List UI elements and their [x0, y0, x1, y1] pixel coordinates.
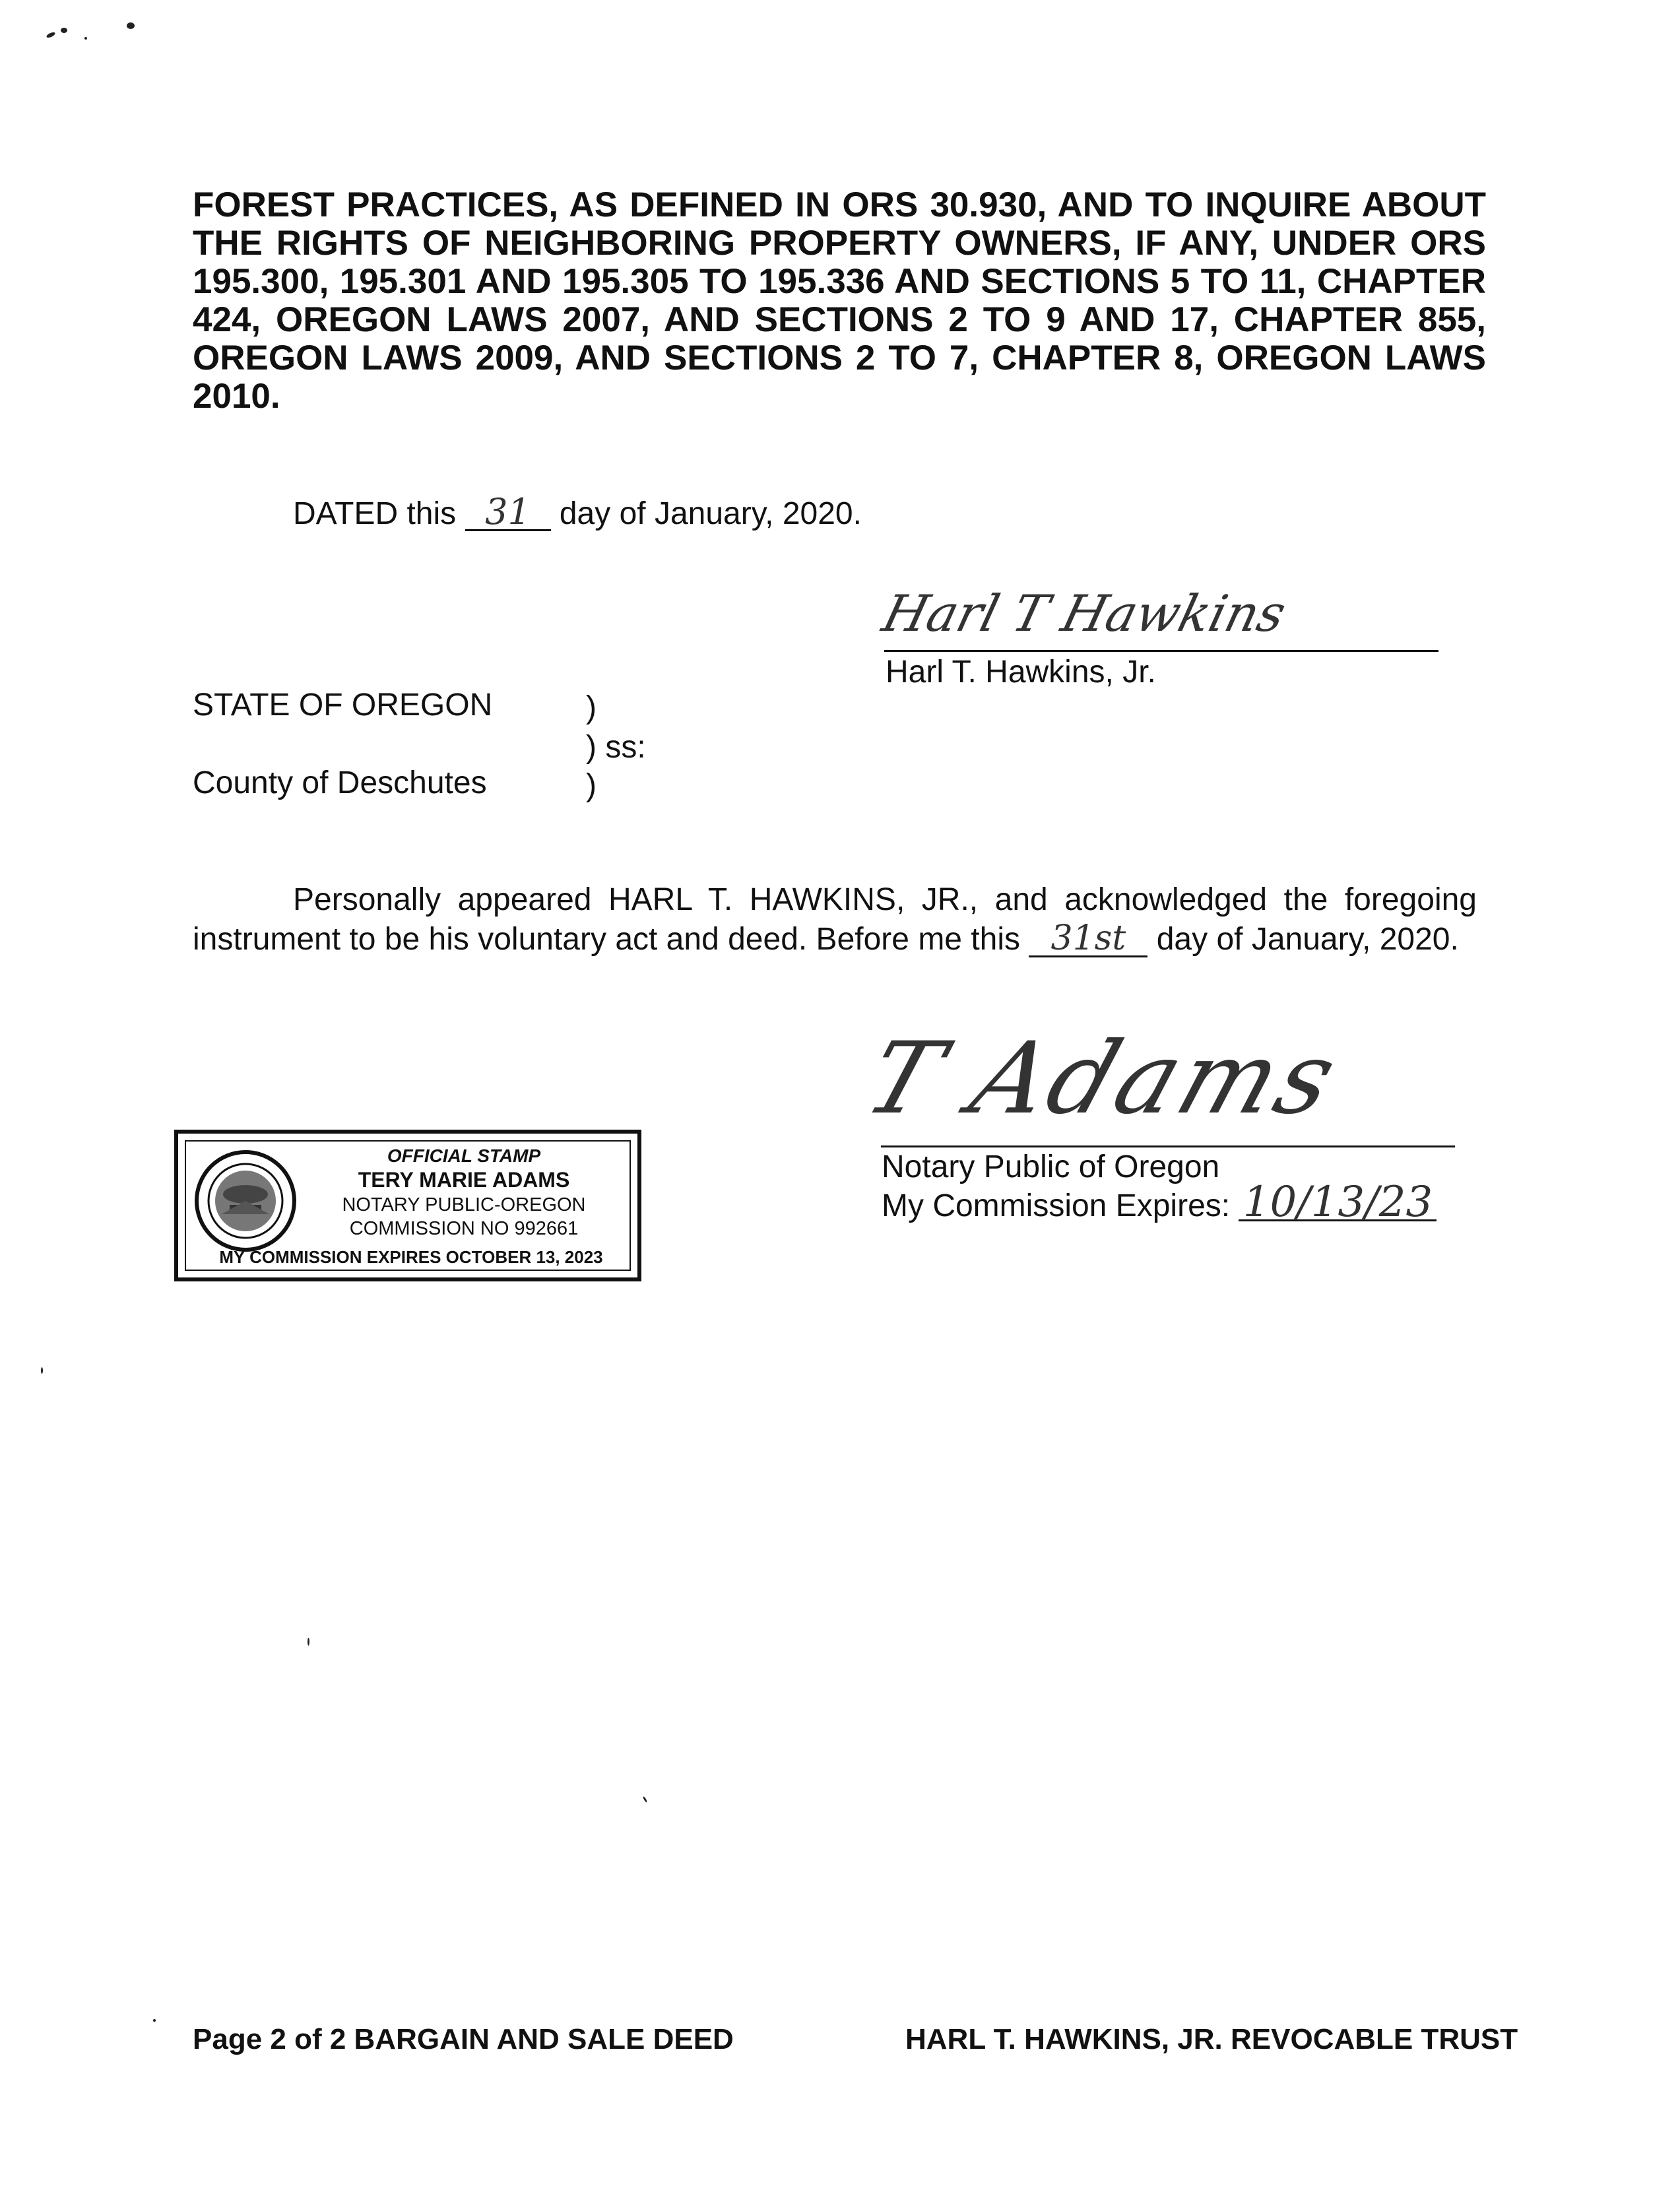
venue-county: County of Deschutes [193, 765, 487, 800]
scan-speck [643, 1796, 648, 1803]
notary-expires-handwritten: 10/13/23 [1239, 1185, 1437, 1221]
stamp-title: OFFICIAL STAMP [387, 1145, 541, 1166]
notary-stamp [174, 1130, 641, 1281]
acknowledgment-date: day of January, 2020. [1156, 922, 1459, 957]
legal-paragraph: FOREST PRACTICES, AS DEFINED IN ORS 30.930, AND TO INQUIRE ABOUT THE RIGHTS OF NEIGHBORING PROPERTY OWNERS, IF ANY, UNDER ORS 195.300, 195.301 AND 195.305 TO 195.336 AND SECTIONS 5 TO 11, CHAPTER 424, OREGON LAWS 2007, AND SECTIONS 2 TO 9 AND 17, CHAPTER 855, OREGON LAWS 2009, AND SECTIONS 2 TO 7, CHAPTER 8, OREGON LAWS 2010. [193, 185, 1486, 416]
scan-speck [41, 1367, 43, 1374]
stamp-notary-name: TERY MARIE ADAMS [358, 1168, 570, 1192]
grantor-signature: Harl T Hawkins [877, 584, 1292, 643]
stamp-expiry: MY COMMISSION EXPIRES OCTOBER 13, 2023 [219, 1247, 603, 1267]
acknowledgment-day-handwritten: 31st [1029, 921, 1147, 957]
notary-signature: T Adams [852, 1021, 1353, 1136]
dated-line [293, 491, 862, 533]
dated-prefix: DATED this [293, 496, 457, 531]
venue-paren-top: ) [586, 690, 597, 725]
scan-speck [46, 31, 55, 38]
scan-speck [84, 37, 87, 40]
venue-paren-ss: ) ss: [586, 730, 646, 765]
grantor-printed-name: Harl T. Hawkins, Jr. [886, 655, 1156, 690]
stamp-commission-no: COMMISSION NO 992661 [349, 1218, 579, 1239]
venue-state: STATE OF OREGON [193, 688, 493, 723]
stamp-notary-public: NOTARY PUBLIC-OREGON [342, 1194, 586, 1215]
notary-expires-label: My Commission Expires: [882, 1188, 1231, 1223]
scan-speck [307, 1638, 309, 1646]
dated-day-handwritten: 31 [465, 495, 551, 531]
notary-expires [882, 1178, 1437, 1227]
oregon-seal-icon [193, 1148, 298, 1254]
scan-speck [61, 28, 67, 33]
scan-speck [153, 2019, 156, 2022]
acknowledgment-paragraph [193, 880, 1477, 959]
scan-speck [127, 22, 135, 29]
dated-suffix: day of January, 2020. [559, 496, 862, 531]
footer-right: HARL T. HAWKINS, JR. REVOCABLE TRUST [905, 2023, 1518, 2055]
footer-left: Page 2 of 2 BARGAIN AND SALE DEED [193, 2023, 734, 2055]
notary-title: Notary Public of Oregon [882, 1149, 1220, 1184]
venue-paren-bottom: ) [586, 768, 597, 803]
acknowledgment-text: Personally appeared HARL T. HAWKINS, JR., and acknowledged the foregoing instrument to be his voluntary act and deed. Before me this [193, 882, 1477, 957]
grantor-signature-line [884, 650, 1438, 652]
notary-signature-line [881, 1145, 1455, 1147]
